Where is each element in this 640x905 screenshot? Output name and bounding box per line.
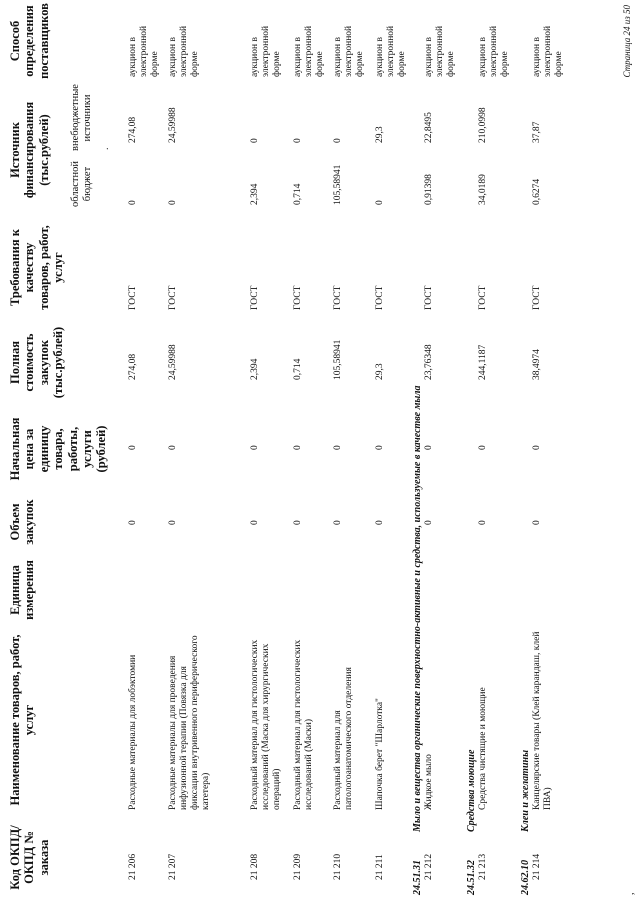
row-regional: 2,394 <box>250 183 260 205</box>
row-total: 105,58941 <box>333 339 343 380</box>
row-extra: 210,0998 <box>478 107 488 143</box>
row-code: 21 208 <box>250 853 260 880</box>
row-method: аукцион в электронной форме <box>375 25 407 77</box>
section-title: Мыло и вещества органические поверхностно-активные и средства, используемые в качестве мыла <box>412 385 423 832</box>
header-source: Источник финансирования (тыс.рублей) <box>8 101 51 199</box>
section-block <box>520 0 575 905</box>
table-row <box>250 0 285 905</box>
row-code: 21 212 <box>424 853 434 880</box>
row-volume: 0 <box>424 520 434 525</box>
row-requirements: ГОСТ <box>168 285 178 310</box>
row-name: Расходный материал для гистологических исследований (Маска для хирургических операций) <box>250 639 282 810</box>
row-code: 21 209 <box>293 853 303 880</box>
row-name: Шапочка берет "Шарлотка" <box>375 698 385 810</box>
header-code: Код ОКПД/ ОКПД № заказа <box>8 825 51 890</box>
section-title: Клеи и желатины <box>520 749 531 832</box>
row-method: аукцион в электронной форме <box>168 25 200 77</box>
row-name: Расходный материал для патологоанатомического отделения <box>333 667 354 810</box>
row-total: 2,394 <box>250 358 260 380</box>
row-regional: 0 <box>128 200 138 205</box>
row-total: 0,714 <box>293 358 303 380</box>
row-volume: 0 <box>128 520 138 525</box>
row-method: аукцион в электронной форме <box>478 25 510 77</box>
row-extra: 0 <box>333 138 343 143</box>
row-requirements: ГОСТ <box>478 285 488 310</box>
row-volume: 0 <box>478 520 488 525</box>
header-unit: Единица измерения <box>8 560 37 620</box>
row-code: 21 211 <box>375 854 385 880</box>
row-name: Канцелярские товары (Клей карандаш, клей ПВА) <box>532 631 553 810</box>
row-code: 21 206 <box>128 853 138 880</box>
row-method: аукцион в электронной форме <box>250 25 282 77</box>
row-volume: 0 <box>375 520 385 525</box>
page-number: Страница 24 из 50 <box>622 5 632 78</box>
row-volume: 0 <box>333 520 343 525</box>
section-block <box>466 0 516 905</box>
table-row <box>375 0 410 905</box>
header-method: Способ определения поставщиков <box>8 3 51 79</box>
row-price: 0 <box>168 445 178 450</box>
row-requirements: ГОСТ <box>250 285 260 310</box>
header-source-extra: внебюджетные источники <box>70 84 94 151</box>
table-row <box>333 0 368 905</box>
margin-mark: , <box>625 892 636 895</box>
row-regional: 0,91398 <box>424 174 434 205</box>
row-requirements: ГОСТ <box>128 285 138 310</box>
row-volume: 0 <box>293 520 303 525</box>
row-volume: 0 <box>532 520 542 525</box>
section-block <box>412 0 462 905</box>
row-total: 23,76348 <box>424 344 434 380</box>
row-volume: 0 <box>250 520 260 525</box>
row-price: 0 <box>128 445 138 450</box>
row-name: Жидкое мыло <box>424 754 434 810</box>
row-price: 0 <box>250 445 260 450</box>
row-price: 0 <box>532 445 542 450</box>
row-requirements: ГОСТ <box>532 285 542 310</box>
section-code: 24.62.10 <box>520 860 531 895</box>
row-regional: 0 <box>168 200 178 205</box>
row-regional: 0,6274 <box>532 178 542 205</box>
row-extra: 0 <box>250 138 260 143</box>
row-total: 274,08 <box>128 353 138 380</box>
row-regional: 0 <box>375 200 385 205</box>
row-code: 21 213 <box>478 853 488 880</box>
row-price: 0 <box>424 445 434 450</box>
row-code: 21 210 <box>333 853 343 880</box>
header-price: Начальная цена за единицу товара, работы, услуги (рублей) <box>8 417 109 481</box>
section-code: 24.51.31 <box>412 860 423 895</box>
row-extra: 274,08 <box>128 116 138 143</box>
row-method: аукцион в электронной форме <box>424 25 456 77</box>
row-price: 0 <box>333 445 343 450</box>
row-name: Расходные материалы для лобэктомии <box>128 654 138 810</box>
row-extra: 29,3 <box>375 126 385 143</box>
row-name: Расходный материал для гистологических исследований (Маски) <box>293 639 314 810</box>
header-requirements: Требования к качеству товаров, работ, услуг <box>8 225 66 310</box>
row-extra: 0 <box>293 138 303 143</box>
table-row <box>128 0 160 905</box>
table-row <box>168 0 243 905</box>
row-method: аукцион в электронной форме <box>532 25 564 77</box>
row-extra: 37,87 <box>532 121 542 143</box>
row-price: 0 <box>478 445 488 450</box>
row-total: 38,4974 <box>532 349 542 380</box>
header-name: Наименование товаров, работ, услуг <box>8 634 37 806</box>
section-code: 24.51.32 <box>466 860 477 895</box>
row-total: 244,1187 <box>478 344 488 380</box>
header-volume: Объем закупок <box>8 499 37 545</box>
row-requirements: ГОСТ <box>424 285 434 310</box>
table-row <box>293 0 328 905</box>
row-price: 0 <box>375 445 385 450</box>
stray-dot: . <box>100 147 111 150</box>
row-method: аукцион в электронной форме <box>333 25 365 77</box>
row-method: аукцион в электронной форме <box>293 25 325 77</box>
row-method: аукцион в электронной форме <box>128 25 160 77</box>
row-extra: 22,8495 <box>424 112 434 143</box>
row-total: 24,59988 <box>168 344 178 380</box>
row-total: 29,3 <box>375 363 385 380</box>
row-code: 21 207 <box>168 853 178 880</box>
row-price: 0 <box>293 445 303 450</box>
row-regional: 105,58941 <box>333 164 343 205</box>
row-regional: 0,714 <box>293 183 303 205</box>
row-requirements: ГОСТ <box>293 285 303 310</box>
row-extra: 24,59988 <box>168 107 178 143</box>
header-source-regional: областной бюджет <box>70 161 94 207</box>
row-name: Средства чистящие и моющие <box>478 687 488 810</box>
row-requirements: ГОСТ <box>333 285 343 310</box>
row-requirements: ГОСТ <box>375 285 385 310</box>
row-volume: 0 <box>168 520 178 525</box>
header-total: Полная стоимость закупок (тыс.рублей) <box>8 326 66 399</box>
row-regional: 34,0189 <box>478 174 488 205</box>
section-title: Средства моющие <box>466 749 477 832</box>
row-name: Расходные материалы для проведения инфузионной терапии (Повязка для фиксации внутривенного периферического катетера) <box>168 635 211 810</box>
row-code: 21 214 <box>532 853 542 880</box>
